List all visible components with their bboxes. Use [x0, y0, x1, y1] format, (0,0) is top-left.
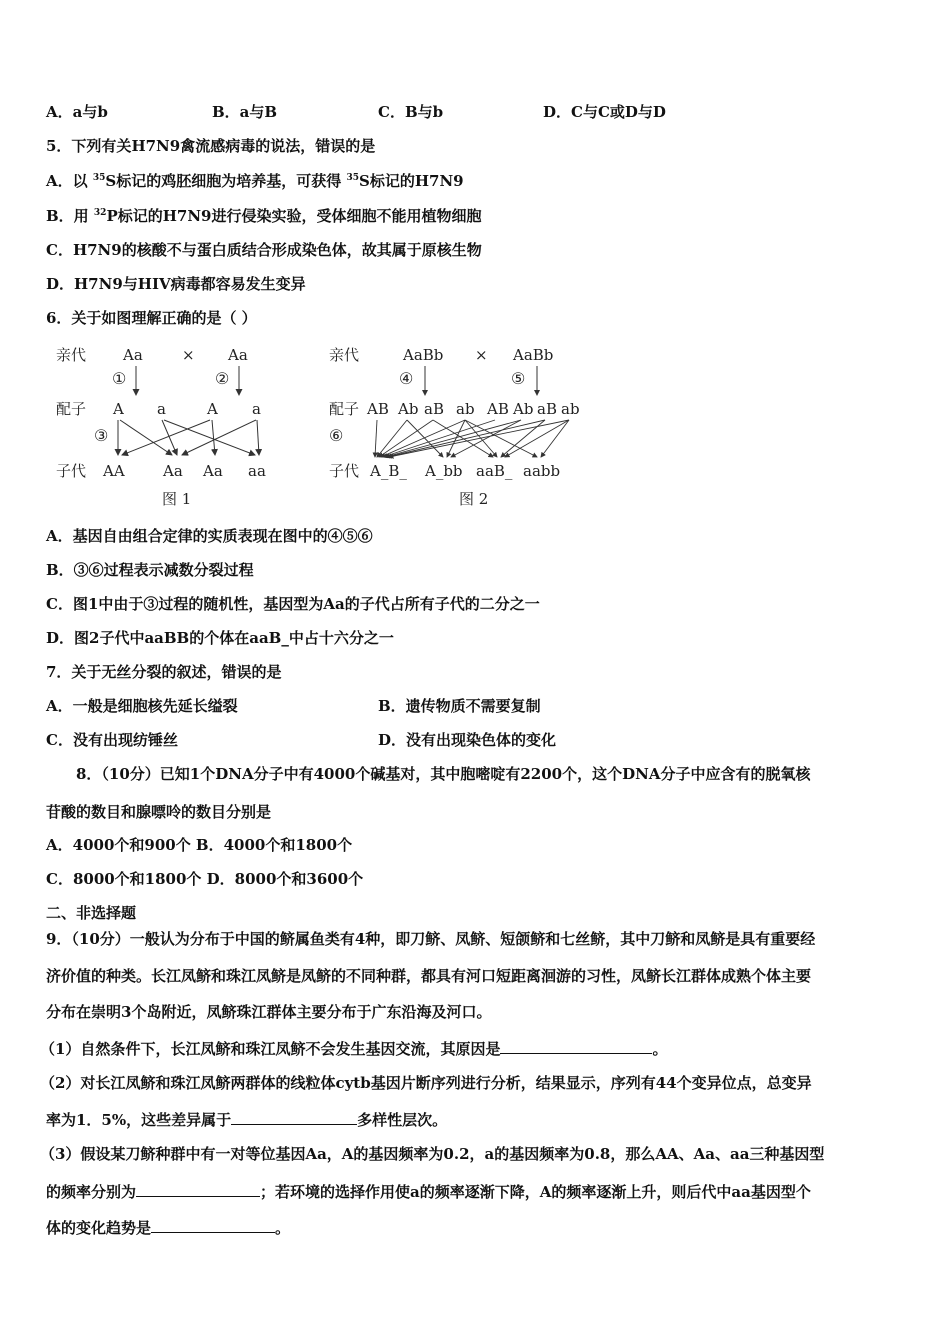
q4-option-b: B．a与B: [212, 103, 278, 121]
q8-stem-line-1: 8．（10分）已知1个DNA分子中有4000个碱基对，其中胞嘧啶有2200个，这个DNA分子中应含有的脱氧核: [76, 765, 811, 783]
fig1-step-2: ②: [215, 369, 230, 388]
fig2-gamete-2: Ab: [398, 400, 419, 418]
q5-option-a: [46, 171, 464, 191]
q9-p3-answer-blank-1[interactable]: [136, 1181, 260, 1197]
fig2-cross: ×: [475, 346, 488, 364]
fig1-offspring-4: aa: [248, 462, 266, 480]
fig2-gamete-label: 配子: [329, 400, 360, 418]
fig2-step-5: ⑤: [511, 369, 526, 388]
fig2-step-4: ④: [399, 369, 414, 388]
fig2-offspring-1: A_B_: [370, 462, 407, 480]
q9-p3-end: 。: [275, 1219, 291, 1237]
q9-part-2-line-1: （2）对长江凤鲚和珠江凤鲚两群体的线粒体cytb基因片断序列进行分析，结果显示，序列有44个变异位点，总变异: [40, 1074, 812, 1092]
q9-part-3-line-2: [46, 1181, 811, 1202]
fig2-offspring-4: aabb: [523, 462, 561, 480]
q5-option-b: [46, 206, 481, 226]
q9-part-3-line-1: （3）假设某刀鲚种群中有一对等位基因Aa，A的基因频率为0.2，a的基因频率为0.8，那么AA、Aa、aa三种基因型: [40, 1145, 825, 1163]
fig1-gamete-2: a: [157, 400, 166, 418]
fig1-gamete-4: a: [252, 400, 261, 418]
fig2-gamete-7: aB: [537, 400, 557, 418]
fig2-gamete-8: ab: [561, 400, 580, 418]
q9-p1-end: 。: [652, 1040, 668, 1058]
q7-option-c: C．没有出现纺锤丝: [46, 731, 178, 749]
q7-option-b: B．遗传物质不需要复制: [378, 697, 541, 715]
q5-b-text-2: P标记的H7N9进行侵染实验，受体细胞不能用植物细胞: [106, 207, 482, 225]
fig2-offspring-3: aaB_: [476, 462, 513, 480]
q9-p1-answer-blank[interactable]: [500, 1038, 652, 1054]
q6-option-a: A．基因自由组合定律的实质表现在图中的④⑤⑥: [46, 527, 373, 545]
fig2-gamete-3: aB: [424, 400, 444, 418]
q7-stem: 7．关于无丝分裂的叙述，错误的是: [46, 663, 282, 681]
q9-p3-text-3: 体的变化趋势是: [46, 1219, 152, 1237]
q6-option-b: B．③⑥过程表示减数分裂过程: [46, 561, 254, 579]
fig2-parent-label: 亲代: [329, 346, 360, 364]
fig1-step-1: ①: [112, 369, 127, 388]
fig1-gamete-3: A: [207, 400, 218, 418]
q9-p1-text: （1）自然条件下，长江凤鲚和珠江凤鲚不会发生基因交流，其原因是: [40, 1040, 501, 1058]
q9-part-2-line-2: [46, 1109, 447, 1130]
section-title: 二、非选择题: [46, 904, 137, 922]
q9-part-3-line-3: [46, 1217, 290, 1238]
q6-option-c: C．图1中由于③过程的随机性，基因型为Aa的子代占所有子代的二分之一: [46, 595, 540, 613]
q7-option-d: D．没有出现染色体的变化: [378, 731, 557, 749]
fig1-parent-right: Aa: [228, 346, 248, 364]
fig1-parent-label: 亲代: [56, 346, 87, 364]
fig1-cross: ×: [182, 346, 195, 364]
fig2-caption: 图 2: [459, 490, 489, 508]
fig2-step-6: ⑥: [329, 426, 344, 445]
q9-p2-answer-blank[interactable]: [231, 1109, 357, 1125]
fig1-parent-left: Aa: [123, 346, 143, 364]
fig2-gamete-1: AB: [367, 400, 389, 418]
q8-options-cd: C．8000个和1800个 D．8000个和3600个: [46, 870, 364, 888]
fig2-offspring-2: A_bb: [425, 462, 463, 480]
q9-stem-line-1: 9．（10分）一般认为分布于中国的鲚属鱼类有4种，即刀鲚、凤鲚、短颌鲚和七丝鲚，其中刀鲚和凤鲚是具有重要经: [46, 930, 816, 948]
fig2-gamete-5: AB: [487, 400, 509, 418]
q7-option-a: A．一般是细胞核先延长缢裂: [46, 697, 238, 715]
fig1-gamete-label: 配子: [56, 400, 87, 418]
q5-a-sup-2: 35: [346, 173, 359, 183]
figure-2: [325, 340, 595, 512]
q5-a-text-3: S标记的H7N9: [359, 172, 464, 190]
fig2-cross-arrows: [375, 420, 569, 457]
fig2-offspring-label: 子代: [329, 462, 360, 480]
q5-a-text-2: S标记的鸡胚细胞为培养基，可获得: [105, 172, 347, 190]
q9-p3-answer-blank-2[interactable]: [151, 1217, 275, 1233]
fig1-offspring-3: Aa: [203, 462, 223, 480]
q9-stem-line-2: 济价值的种类。长江凤鲚和珠江凤鲚是凤鲚的不同种群，都具有河口短距离洄游的习性，凤鲚长江群体成熟个体主要: [46, 967, 812, 985]
fig1-offspring-2: Aa: [163, 462, 183, 480]
q5-stem: 5．下列有关H7N9禽流感病毒的说法，错误的是: [46, 137, 376, 155]
fig2-parent-left: AaBb: [403, 346, 444, 364]
q9-p3-text-2: ；若环境的选择作用使a的频率逐渐下降，A的频率逐渐上升，则后代中aa基因型个: [260, 1183, 811, 1201]
fig2-gamete-6: Ab: [513, 400, 534, 418]
fig1-offspring-1: AA: [103, 462, 125, 480]
q4-option-d: D．C与C或D与D: [543, 103, 666, 121]
fig2-parent-right: AaBb: [513, 346, 554, 364]
q5-option-c: C．H7N9的核酸不与蛋白质结合形成染色体，故其属于原核生物: [46, 241, 482, 259]
q4-option-c: C．B与b: [378, 103, 444, 121]
q5-b-sup: 32: [93, 208, 107, 218]
q9-stem-line-3: 分布在崇明3个岛附近，凤鲚珠江群体主要分布于广东沿海及河口。: [46, 1003, 492, 1021]
q5-a-sup-1: 35: [92, 173, 106, 183]
fig1-step-3: ③: [94, 426, 109, 445]
q9-p2-text: 率为1．5%，这些差异属于: [46, 1111, 232, 1129]
q8-options-ab: A．4000个和900个 B．4000个和1800个: [46, 836, 353, 854]
q5-option-d: D．H7N9与HIV病毒都容易发生变异: [46, 275, 306, 293]
fig2-gamete-4: ab: [456, 400, 475, 418]
q5-a-text-1: A．以: [46, 172, 93, 190]
fig1-caption: 图 1: [162, 490, 192, 508]
fig1-gamete-1: A: [113, 400, 124, 418]
figure-1: [50, 340, 290, 512]
q8-stem-line-2: 苷酸的数目和腺嘌呤的数目分别是: [46, 803, 272, 821]
q9-p2-end: 多样性层次。: [357, 1111, 448, 1129]
q6-option-d: D．图2子代中aaBB的个体在aaB_中占十六分之一: [46, 629, 394, 647]
q5-b-text-1: B．用: [46, 207, 94, 225]
fig1-cross-arrows: [118, 420, 259, 455]
q6-stem: 6．关于如图理解正确的是（ ）: [46, 309, 257, 327]
q9-p3-text: 的频率分别为: [46, 1183, 137, 1201]
q4-option-a: A．a与b: [46, 103, 108, 121]
fig1-offspring-label: 子代: [56, 462, 87, 480]
q9-part-1: [40, 1038, 667, 1059]
